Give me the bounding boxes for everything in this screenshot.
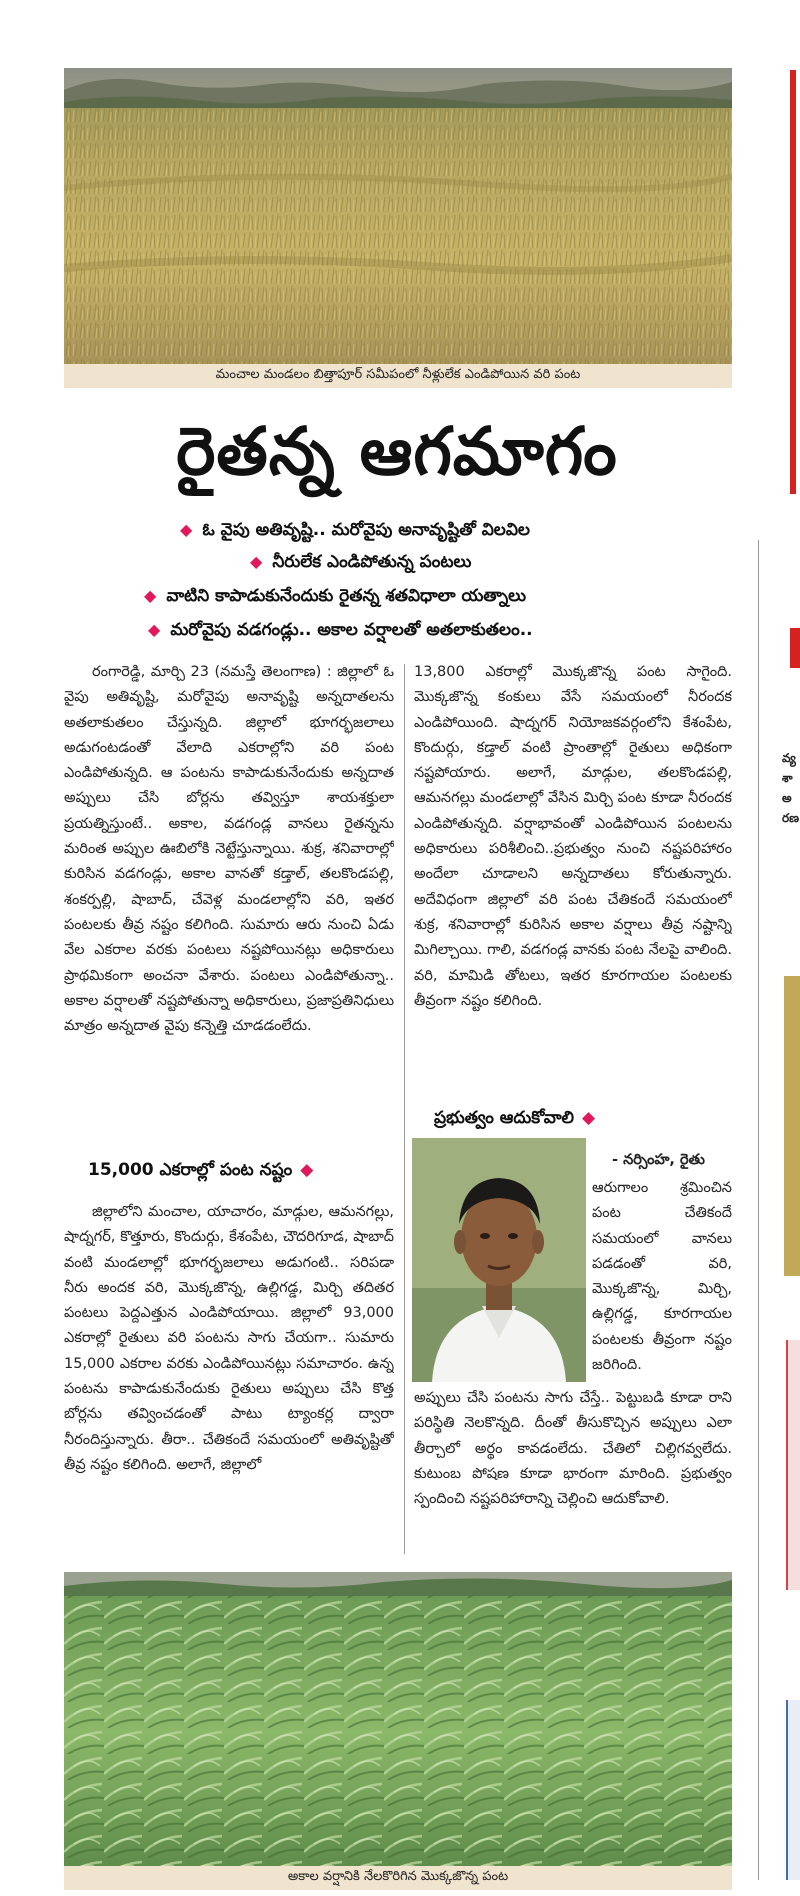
top-field-photo (64, 68, 732, 366)
adjacent-page-text: వ్య శా అ రణ (782, 751, 800, 825)
top-photo-caption: మంచాల మండలం బిత్తాపూర్ సమీపంలో నీళ్లులేక ఎండిపోయిన వరి పంట (64, 364, 732, 388)
diamond-bullet-icon: ◆ (300, 1160, 314, 1180)
quote-attribution: - నర్సింహ, రైతు (612, 1152, 705, 1168)
article-column-1-continued (64, 1200, 394, 1552)
column-divider (404, 664, 405, 1554)
article-paragraph: జిల్లాలోని మంచాల, యాచారం, మాడ్గుల, ఆమనగల్లు, షాద్నగర్, కొత్తూరు, కొందుర్గు, కేశంపేట, చౌదరిగూడ, షాబాద్ వంటి మండలాల్లో భూగర్భజలాలు అడుగంటి.. సరిపడా నీరు అందక వరి, మొక్కజొన్న, ఉల్లిగడ్డ, మిర్చి తదితర పంటలు పెద్దఎత్తున ఎండిపోయాయి. జిల్లాలో 93,000 ఎకరాల్లో రైతులు వరి పంటను సాగు చేయగా.. సుమారు 15,000 ఎకరాల వరకు ఎండిపోయినట్లు సమాచారం. ఉన్న పంటను కాపాడుకునేందుకు రైతులు అప్పులు చేసి కొత్త బోర్లను తవ్వించడంతో పాటు ట్యాంకర్ల ద్వారా నీరందిస్తున్నారు. తీరా.. చేతికందే సమయంలో అతివృష్టితో తీవ్ర నష్టం కలిగింది. అలాగే, జిల్లాలో (64, 1204, 394, 1473)
article-paragraph: అప్పులు చేసి పంటను సాగు చేస్తే.. పెట్టుబడి కూడా రాని పరిస్థితి నెలకొన్నది. దీంతో తీసుకొచ్చిన అప్పులు ఎలా తీర్చాలో అర్థం కావడంలేదు. చేతిలో చిల్లిగవ్వలేదు. కుటుంబ పోషణ కూడా భారంగా మారింది. ప్రభుత్వం స్పందించి నష్టపరిహారాన్ని చెల్లించి ఆదుకోవాలి. (414, 1390, 732, 1508)
quote-text-beside-photo (592, 1176, 732, 1382)
subheading: 15,000 ఎకరాల్లో పంట నష్టం ◆ (88, 1160, 314, 1180)
bullet-line: ◆ నీరులేక ఎండిపోతున్న పంటలు (250, 552, 472, 572)
diamond-bullet-icon: ◆ (148, 620, 161, 639)
adjacent-page-red-mark (790, 628, 800, 668)
flattened-maize-field-photo-icon (64, 1572, 732, 1868)
bullet-line: ◆ మరోవైపు వడగండ్లు.. అకాల వర్షాలతో అతలాకుతలం.. (148, 620, 533, 640)
diamond-bullet-icon: ◆ (144, 586, 157, 605)
article-paragraph: రంగారెడ్డి, మార్చి 23 (నమస్తే తెలంగాణ) : జిల్లాలో ఓ వైపు అతివృష్టి, మరోవైపు అనావృష్టి అన్నదాతలను అతలాకుతలం చేస్తున్నది. జిల్లాలో భూగర్భజలాలు అడుగంటడంతో వేలాది ఎకరాల్లోని వరి పంట ఎండిపోతున్నది. ఆ పంటను కాపాడుకునేందుకు అన్నదాత అప్పులు చేసి బోర్లను తవ్విస్తూ శాయశక్తులా ప్రయత్నిస్తుంటే.. అకాల, వడగండ్ల వానలు రైతన్నను మరింత అప్పుల ఊబిలోకి నెట్టేస్తున్నాయి. శుక్ర, శనివారాల్లో కురిసిన వడగండ్లు, అకాల వానతో కడ్తాల్, తలకొండపల్లి, శంకర్పల్లి, షాబాద్, చేవెళ్ల మండలాల్లోని వరి, ఇతర పంటలకు తీవ్ర నష్టం కలిగింది. సుమారు ఆరు నుంచి ఏడు వేల ఎకరాల వరకు పంటలు నష్టపోయినట్లు అధికారులు ప్రాథమికంగా అంచనా వేశారు. పంటలు ఎండిపోతున్నా.. అకాల వర్షాలతో నష్టపోతున్నా అధికారులు, ప్రజాప్రతినిధులు మాత్రం అన్నదాత వైపు కన్నెత్తి చూడడంలేదు. (64, 664, 394, 1035)
article-column-1 (64, 660, 394, 1152)
bullet-line: ◆ ఓ వైపు అతివృష్టి.. మరోవైపు అనావృష్టితో విలవిల (180, 520, 530, 540)
article-paragraph: ఆరుగాలం శ్రమించిన పంట చేతికందే సమయంలో వానలు పడడంతో వరి, మొక్కజొన్న, మిర్చి, ఉల్లిగడ్డ, కూరగాయల పంటలకు తీవ్రంగా నష్టం జరిగింది. (592, 1180, 732, 1374)
bottom-photo-caption: అకాల వర్షానికి నేలకొరిగిన మొక్కజొన్న పంట (64, 1866, 732, 1890)
adjacent-page-box (786, 1340, 800, 1590)
diamond-bullet-icon: ◆ (582, 1108, 596, 1128)
article-paragraph: 13,800 ఎకరాల్లో మొక్కజొన్న పంట సాగైంది. మొక్కజొన్న కంకులు వేసే సమయంలో నీరందక ఎండిపోయింది. షాద్నగర్ నియోజకవర్గంలోని కేశంపేట, కొందుర్గు, కడ్తాల్ వంటి ప్రాంతాల్లో రైతులు అధికంగా నష్టపోయారు. అలాగే, మాడ్గుల, తలకొండపల్లి, ఆమనగల్లు మండలాల్లో వేసిన మిర్చి పంట కూడా నీరందక ఎండిపోతున్నది. వర్షాభావంతో ఎండిపోయిన పంటలను అధికారులు పరిశీలించి..ప్రభుత్వం నుంచి నష్టపరిహారం అందేలా చూడాలని అన్నదాతలు కోరుతున్నారు. అదేవిధంగా జిల్లాలో వరి పంట చేతికందే సమయంలో శుక్ర, శనివారాల్లో కురిసిన అకాల వర్షాలు తీవ్ర నష్టాన్ని మిగిల్చాయి. గాలి, వడగండ్ల వానకు పంట నేలపై వాలింది. వరి, మామిడి తోటలు, ఇతర కూరగాయల పంటలకు తీవ్రంగా నష్టం కలిగింది. (414, 664, 732, 1009)
adjacent-page-box-2 (786, 1700, 800, 1880)
subheading: ప్రభుత్వం ఆదుకోవాలి ◆ (434, 1108, 596, 1128)
dry-paddy-field-photo-icon (64, 68, 732, 366)
diamond-bullet-icon: ◆ (250, 552, 263, 571)
adjacent-page-photo (784, 976, 800, 1276)
adjacent-page-divider (758, 540, 759, 1880)
bottom-field-photo (64, 1572, 732, 1868)
article-column-2 (414, 660, 732, 1128)
bullet-line: ◆ వాటిని కాపాడుకునేందుకు రైతన్న శతవిధాలా యత్నాలు (144, 586, 527, 606)
page-title: రైతన్న ఆగమాగం (176, 412, 618, 490)
quote-text-below-photo (414, 1386, 732, 1552)
adjacent-page-red-bar (790, 70, 796, 494)
farmer-portrait (412, 1138, 586, 1382)
farmer-portrait-photo-icon (412, 1138, 586, 1382)
diamond-bullet-icon: ◆ (180, 520, 193, 539)
